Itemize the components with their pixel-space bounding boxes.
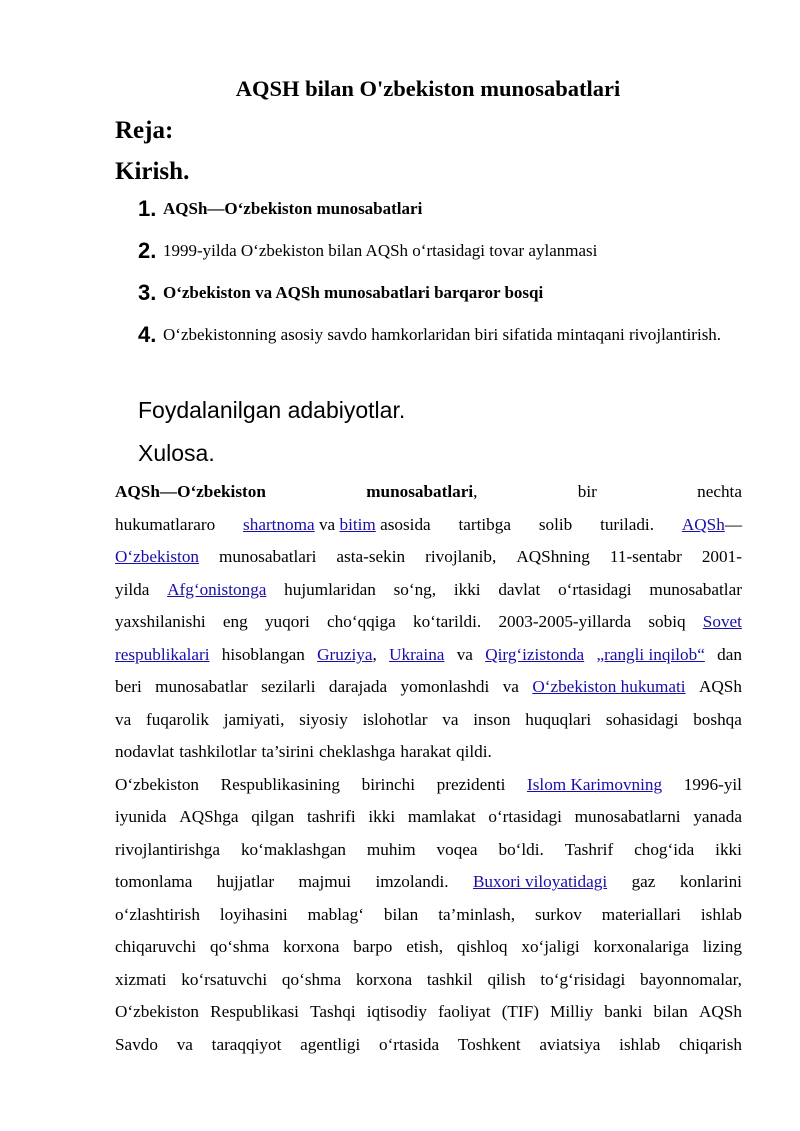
word: loyihasini	[219, 905, 288, 924]
paragraph-line	[115, 769, 742, 801]
word: hisoblangan	[221, 645, 305, 664]
word: ikki	[368, 807, 396, 826]
link-aqsh[interactable]: AQSh	[681, 515, 725, 534]
word: cho‘qqiga	[327, 612, 396, 631]
word: nodavlat	[115, 742, 175, 761]
link-rangli-inqilob[interactable]: „rangli inqilob“	[596, 645, 705, 664]
word: darajada	[328, 677, 388, 696]
word: voqea	[436, 840, 478, 859]
word: huquqlari	[525, 710, 592, 729]
word: ishlab	[700, 905, 742, 924]
word: agentligi	[300, 1035, 361, 1054]
word: korxonalariga	[593, 937, 689, 956]
word: tashrifi	[306, 807, 356, 826]
link-bitim[interactable]: bitim	[339, 515, 376, 534]
word: imzolandi.	[375, 872, 449, 891]
word: ko‘tarildi.	[412, 612, 482, 631]
word: qo‘shma	[281, 970, 342, 989]
word: turiladi.	[600, 515, 655, 534]
word: ko‘maklashgan	[240, 840, 346, 859]
word: eng	[222, 612, 248, 631]
word: rivojlantirishga	[115, 840, 221, 859]
paragraph-line	[115, 736, 742, 768]
word: Savdo	[115, 1035, 158, 1054]
paragraph-line	[115, 509, 742, 541]
paragraph-line	[115, 476, 742, 508]
word: inson	[473, 710, 511, 729]
word: AQShning	[516, 547, 590, 566]
paragraph-line	[115, 606, 742, 638]
plan-item-text: AQSh—O‘zbekiston munosabatlari	[163, 199, 423, 218]
word: —	[724, 515, 742, 534]
word: nechta	[697, 482, 742, 501]
word: va	[456, 645, 473, 664]
word: faoliyat	[438, 1002, 491, 1021]
word: barpo	[353, 937, 393, 956]
word: va	[318, 515, 336, 534]
kirish-heading: Kirish.	[115, 158, 190, 185]
word: ishlab	[619, 1035, 661, 1054]
reja-heading: Reja:	[115, 117, 174, 144]
word: tashkil	[426, 970, 473, 989]
word: ta’sirini	[261, 742, 315, 761]
word: 1996-yil	[683, 775, 742, 794]
word: ,	[372, 645, 377, 664]
word: to‘g‘risidagi	[540, 970, 626, 989]
word: davlat	[498, 580, 541, 599]
word: o‘rtasidagi	[558, 580, 632, 599]
word: qilish	[487, 970, 526, 989]
link-sovet[interactable]: Sovet	[702, 612, 742, 631]
word: xizmati	[115, 970, 167, 989]
word: O‘zbekiston	[115, 775, 200, 794]
word: lizing	[702, 937, 742, 956]
word: hujjatlar	[216, 872, 275, 891]
word: bilan	[653, 1002, 688, 1021]
word: harakat	[400, 742, 451, 761]
word: va	[502, 677, 519, 696]
word: asta-sekin	[336, 547, 406, 566]
paragraph-line	[115, 1029, 742, 1061]
word: Milliy	[550, 1002, 594, 1021]
link-buxori-viloyatidagi[interactable]: Buxori viloyatidagi	[472, 872, 608, 891]
word: AQSh	[698, 1002, 742, 1021]
plan-item-number: 1.	[138, 196, 157, 221]
word: va	[176, 1035, 193, 1054]
word: chog‘ida	[634, 840, 695, 859]
link-ozbekiston[interactable]: O‘zbekiston	[115, 547, 200, 566]
paragraph-line	[115, 834, 742, 866]
word: bir	[577, 482, 597, 501]
word: 2001-	[701, 547, 742, 566]
word: bayonnomalar,	[640, 970, 742, 989]
word: qildi.	[455, 742, 492, 761]
word: yuqori	[264, 612, 310, 631]
word: munosabatlar	[155, 677, 248, 696]
word: va	[442, 710, 459, 729]
word: tashkilotlar	[179, 742, 257, 761]
conclusion-heading: Xulosa.	[138, 440, 215, 466]
word: korxona	[283, 937, 340, 956]
plan-item-text: O‘zbekiston va AQSh munosabatlari barqaror bosqi	[163, 283, 544, 302]
paragraph-line	[115, 801, 742, 833]
word: asosida	[380, 515, 431, 534]
plan-item-number: 3.	[138, 280, 157, 305]
word: mamlakat	[407, 807, 476, 826]
word: boshqa	[693, 710, 742, 729]
word: Respublikasining	[220, 775, 340, 794]
word: so‘ng,	[393, 580, 437, 599]
word: o‘rtasida	[378, 1035, 440, 1054]
link-islom-karimovning[interactable]: Islom Karimovning	[527, 775, 663, 794]
word: qishloq	[456, 937, 508, 956]
paragraph-line	[115, 996, 742, 1028]
word: munosabatlarni	[574, 807, 681, 826]
plan-item-number: 4.	[138, 322, 157, 347]
word: yilda	[115, 580, 150, 599]
link-qirgizistonda[interactable]: Qirg‘izistonda	[485, 645, 585, 664]
word: korxona	[355, 970, 413, 989]
word: muhim	[366, 840, 416, 859]
word: munosabatlari	[219, 547, 317, 566]
word: ,	[473, 482, 478, 501]
word: solib	[538, 515, 573, 534]
paragraph-line	[115, 541, 742, 573]
word: yomonlashdi	[400, 677, 490, 696]
word: bo‘ldi.	[498, 840, 544, 859]
word: Tashrif	[564, 840, 614, 859]
word: beri	[115, 677, 142, 696]
word: xo‘jaligi	[521, 937, 580, 956]
paragraph-line	[115, 931, 742, 963]
word: taraqqiyot	[211, 1035, 282, 1054]
word: (TIF)	[501, 1002, 539, 1021]
word: konlarini	[679, 872, 742, 891]
link-afgonistonga[interactable]: Afg‘onistonga	[167, 580, 267, 599]
word: qo‘shma	[210, 937, 270, 956]
word: sezilarli	[261, 677, 316, 696]
word: qilgan	[251, 807, 295, 826]
paragraph-line	[115, 866, 742, 898]
word: aviatsiya	[539, 1035, 601, 1054]
word: AQShga	[179, 807, 239, 826]
bold-term: munosabatlari	[366, 482, 474, 501]
word: jamiyati,	[223, 710, 285, 729]
word: iyunida	[115, 807, 167, 826]
link-ukraina[interactable]: Ukraina	[389, 645, 445, 664]
word: etish,	[406, 937, 444, 956]
word: yanada	[693, 807, 742, 826]
word: Toshkent	[457, 1035, 521, 1054]
word: Respublikasi	[210, 1002, 299, 1021]
word: majmui	[298, 872, 352, 891]
word: sohasidagi	[605, 710, 679, 729]
word: cheklashga	[319, 742, 396, 761]
word: chiqarish	[678, 1035, 742, 1054]
word: banki	[604, 1002, 643, 1021]
word: hukumatlararo	[115, 515, 216, 534]
word: munosabatlar	[649, 580, 742, 599]
word: fuqarolik	[145, 710, 209, 729]
link-ozbekiston-hukumati[interactable]: O‘zbekiston hukumati	[532, 677, 686, 696]
word: 2003-2005-yillarda	[498, 612, 632, 631]
word: O‘zbekiston	[115, 1002, 200, 1021]
word: ikki	[715, 840, 742, 859]
word: chiqaruvchi	[115, 937, 197, 956]
paragraph-line	[115, 671, 742, 703]
word: mablag‘	[307, 905, 364, 924]
word: tartibga	[458, 515, 511, 534]
word: dan	[717, 645, 742, 664]
word: bilan	[383, 905, 419, 924]
word: rivojlanib,	[425, 547, 497, 566]
paragraph-line	[115, 704, 742, 736]
plan-item-text: 1999-yilda O‘zbekiston bilan AQSh o‘rtasidagi tovar aylanmasi	[163, 241, 598, 260]
word: ko‘rsatuvchi	[181, 970, 268, 989]
word: hujumlaridan	[284, 580, 376, 599]
word: AQSh	[698, 677, 742, 696]
paragraph-line	[115, 899, 742, 931]
word: Tashqi	[310, 1002, 356, 1021]
word: prezidenti	[436, 775, 506, 794]
word: siyosiy	[299, 710, 348, 729]
word: iqtisodiy	[366, 1002, 427, 1021]
document-title: AQSH bilan O'zbekiston munosabatlari	[235, 76, 621, 101]
word: ikki	[453, 580, 481, 599]
paragraph-line	[115, 964, 742, 996]
paragraph-line	[115, 639, 742, 671]
paragraph-line	[115, 574, 742, 606]
word: materiallari	[601, 905, 681, 924]
word: tomonlama	[115, 872, 193, 891]
word: surkov	[535, 905, 582, 924]
word: birinchi	[361, 775, 416, 794]
plan-item-text: O‘zbekistonning asosiy savdo hamkorlaridan biri sifatida mintaqani rivojlantirish.	[163, 325, 722, 344]
word: yaxshilanishi	[115, 612, 206, 631]
word: va	[115, 710, 132, 729]
plan-item-number: 2.	[138, 238, 157, 263]
link-respublikalari[interactable]: respublikalari	[115, 645, 210, 664]
word: 11-sentabr	[609, 547, 682, 566]
bold-term: AQSh—O‘zbekiston	[115, 482, 266, 501]
link-gruziya[interactable]: Gruziya	[317, 645, 373, 664]
word: o‘zlashtirish	[115, 905, 200, 924]
word: o‘rtasidagi	[488, 807, 562, 826]
link-shartnoma[interactable]: shartnoma	[243, 515, 315, 534]
word: gaz	[631, 872, 656, 891]
word: sobiq	[648, 612, 686, 631]
word: islohotlar	[362, 710, 428, 729]
word: ta’minlash,	[438, 905, 516, 924]
references-heading: Foydalanilgan adabiyotlar.	[138, 397, 406, 423]
